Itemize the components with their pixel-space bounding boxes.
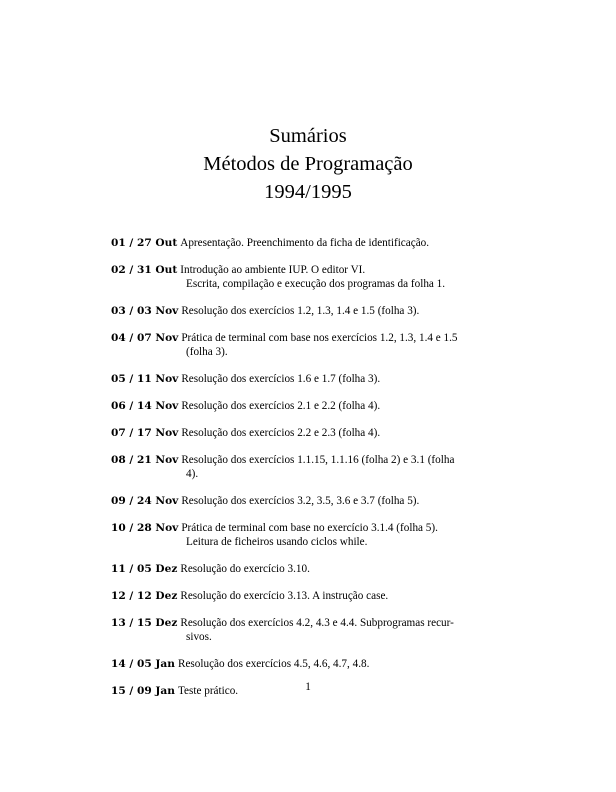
entry-first-line [111, 521, 503, 535]
page-number: 1 [305, 681, 311, 693]
document-title: Sumários [269, 125, 347, 147]
entry-date: 10 / 28 Nov [111, 522, 179, 534]
entry-text: Resolução do exercício 3.13. A instrução case. [180, 590, 389, 602]
entry-first-line [111, 331, 503, 345]
entry-continuation: (folha 3). [186, 346, 228, 358]
entry-continuation: 4). [186, 468, 199, 480]
entry-date: 12 / 12 Dez [111, 590, 178, 602]
summary-entry [111, 426, 503, 440]
entry-text: Resolução dos exercícios 1.2, 1.3, 1.4 e 1.5 (folha 3). [181, 305, 420, 317]
entry-text: Resolução dos exercícios 4.2, 4.3 e 4.4. Subprogramas recur- [180, 617, 454, 629]
summary-entry [111, 589, 503, 603]
entry-date: 05 / 11 Nov [111, 373, 179, 385]
entry-text: Introdução ao ambiente IUP. O editor VI. [180, 264, 366, 276]
academic-year: 1994/1995 [264, 181, 352, 203]
entry-first-line [111, 236, 503, 250]
title-block [0, 122, 616, 206]
summary-entry [111, 372, 503, 386]
entry-date: 15 / 09 Jan [111, 685, 175, 697]
entry-first-line [111, 304, 503, 318]
summary-entry [111, 562, 503, 576]
summary-entry [111, 494, 503, 508]
entry-date: 09 / 24 Nov [111, 495, 179, 507]
entry-text: Prática de terminal com base nos exercícios 1.2, 1.3, 1.4 e 1.5 [181, 332, 458, 344]
entry-text: Resolução dos exercícios 4.5, 4.6, 4.7, 4.8. [178, 658, 370, 670]
entry-first-line [111, 657, 503, 671]
summary-entry [111, 236, 503, 250]
entry-date: 11 / 05 Dez [111, 563, 178, 575]
entry-date: 14 / 05 Jan [111, 658, 175, 670]
summary-entry [111, 331, 503, 359]
entry-date: 07 / 17 Nov [111, 427, 179, 439]
summary-entry [111, 657, 503, 671]
summary-entry [111, 304, 503, 318]
entry-date: 01 / 27 Out [111, 237, 178, 249]
entry-text: Resolução dos exercícios 1.6 e 1.7 (folha 3). [181, 373, 381, 385]
entry-continuation: Escrita, compilação e execução dos programas da folha 1. [186, 278, 446, 290]
entry-first-line [111, 453, 503, 467]
entry-first-line [111, 616, 503, 630]
entry-continuation: sivos. [186, 631, 212, 643]
entry-date: 04 / 07 Nov [111, 332, 179, 344]
entry-text: Apresentação. Preenchimento da ficha de identificação. [180, 237, 430, 249]
course-name: Métodos de Programação [203, 153, 413, 175]
entry-date: 13 / 15 Dez [111, 617, 178, 629]
entry-continuation: Leitura de ficheiros usando ciclos while. [186, 536, 368, 548]
entry-first-line [111, 399, 503, 413]
entry-text: Resolução do exercício 3.10. [180, 563, 310, 575]
entry-date: 03 / 03 Nov [111, 305, 179, 317]
entry-date: 06 / 14 Nov [111, 400, 179, 412]
entry-text: Resolução dos exercícios 2.2 e 2.3 (folha 4). [181, 427, 381, 439]
summary-entry [111, 263, 503, 291]
summary-entry [111, 453, 503, 481]
entry-first-line [111, 562, 503, 576]
entry-first-line [111, 263, 503, 277]
entry-first-line [111, 426, 503, 440]
entry-text: Resolução dos exercícios 3.2, 3.5, 3.6 e 3.7 (folha 5). [181, 495, 420, 507]
entry-first-line [111, 494, 503, 508]
entry-date: 02 / 31 Out [111, 264, 178, 276]
entry-text: Resolução dos exercícios 2.1 e 2.2 (folha 4). [181, 400, 381, 412]
summary-entry [111, 399, 503, 413]
summary-entry [111, 616, 503, 644]
summary-entry [111, 521, 503, 549]
entry-text: Prática de terminal com base no exercício 3.1.4 (folha 5). [181, 522, 438, 534]
entry-first-line [111, 589, 503, 603]
entry-date: 08 / 21 Nov [111, 454, 179, 466]
entry-text: Resolução dos exercícios 1.1.15, 1.1.16 (folha 2) e 3.1 (folha [181, 454, 455, 466]
entry-text: Teste prático. [178, 685, 239, 697]
summary-list [111, 236, 503, 711]
entry-first-line [111, 372, 503, 386]
